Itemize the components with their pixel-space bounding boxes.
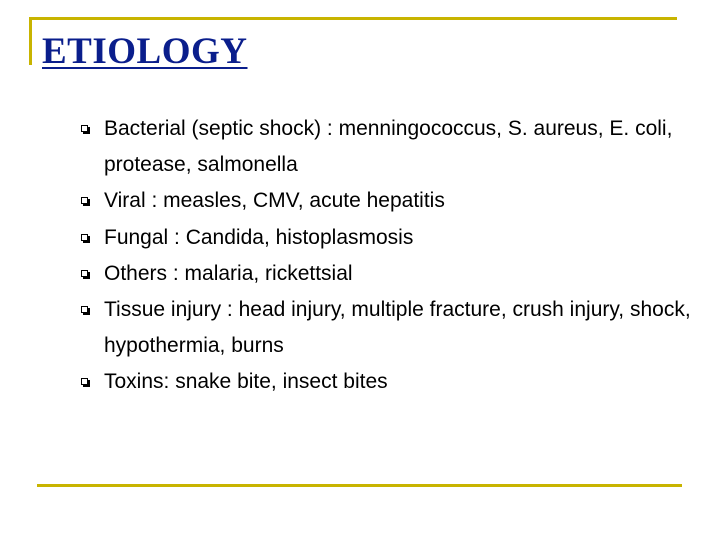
bullet-item [95,292,695,364]
bullet-list [95,111,695,401]
bullet-text: Bacterial (septic shock) : menningococcus, S. aureus, E. coli, protease, salmonella [104,117,673,177]
bullet-item [95,256,695,292]
bullet-item [95,364,695,400]
bullet-text: Others : malaria, rickettsial [104,261,353,285]
bullet-item [95,220,695,256]
hollow-square-bullet-icon [81,306,88,313]
slide-title: ETIOLOGY [42,31,248,72]
bullet-text: Fungal : Candida, histoplasmosis [104,225,414,249]
top-accent-line [29,17,677,20]
bullet-text: Toxins: snake bite, insect bites [104,370,388,394]
hollow-square-bullet-icon [81,234,88,241]
hollow-square-bullet-icon [81,270,88,277]
left-accent-line [29,17,32,65]
bullet-item [95,183,695,219]
bottom-accent-line [37,484,682,487]
bullet-item [95,111,695,183]
hollow-square-bullet-icon [81,125,88,132]
hollow-square-bullet-icon [81,378,88,385]
bullet-text: Viral : measles, CMV, acute hepatitis [104,189,445,213]
hollow-square-bullet-icon [81,197,88,204]
bullet-text: Tissue injury : head injury, multiple fracture, crush injury, shock, hypothermia, burns [104,298,691,358]
